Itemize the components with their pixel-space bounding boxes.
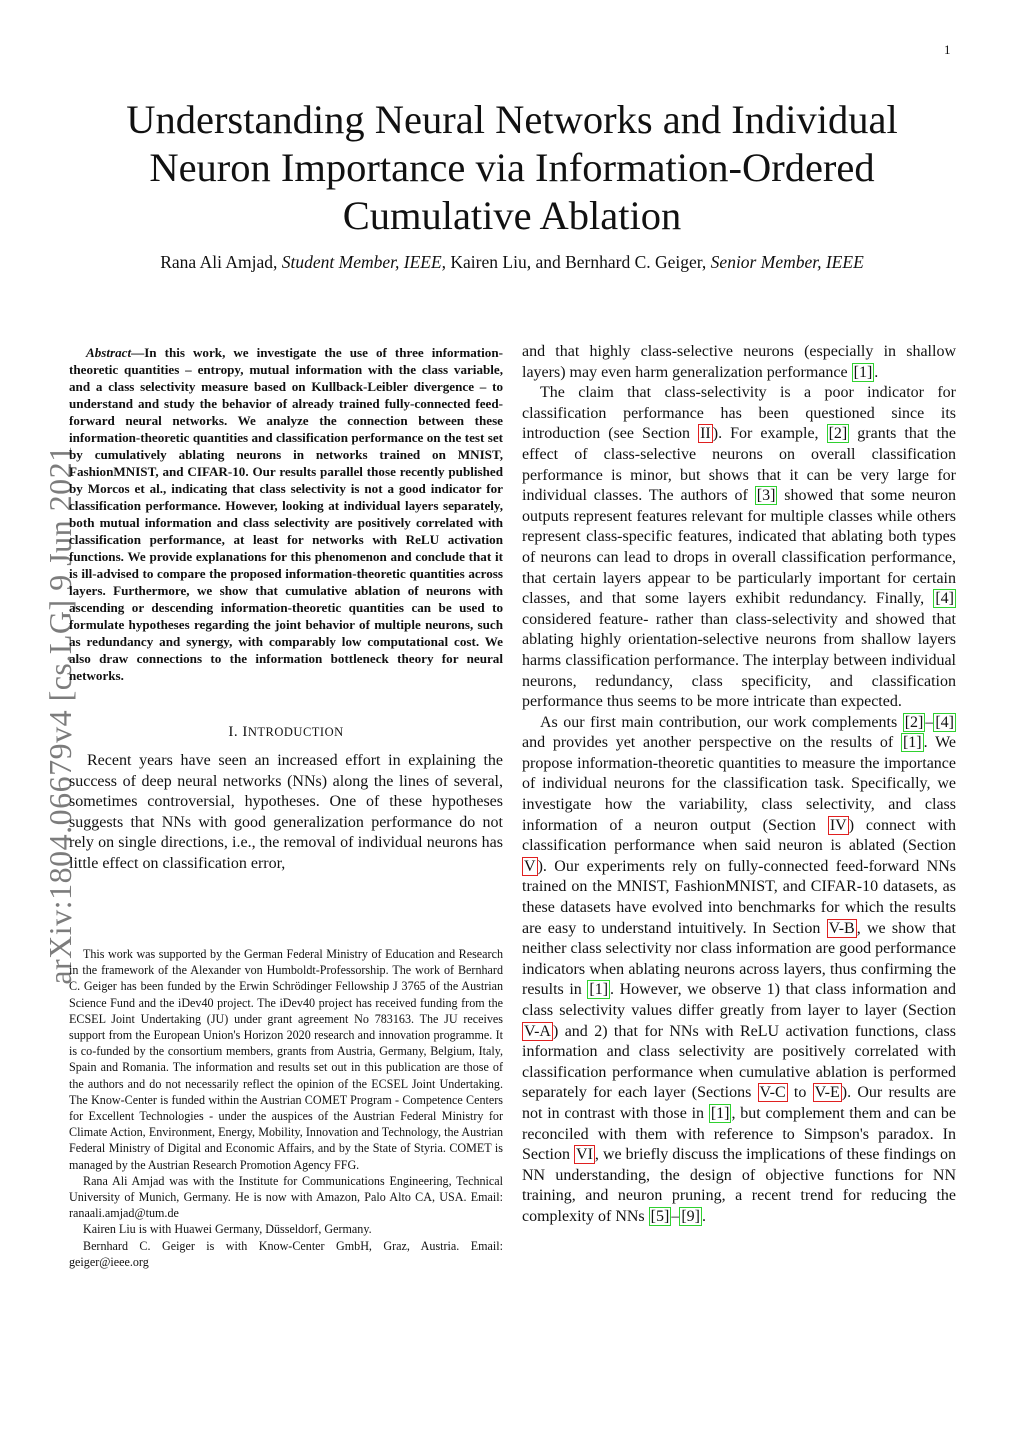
- section-link[interactable]: V-E: [814, 1084, 840, 1102]
- footnote-funding: This work was supported by the German Federal Ministry of Education and Research in the framework of the Alexander von Humboldt-Professorship. The work of Bernhard C. Geiger has been funded by the Erwin Schrödinger Fellowship J 3765 of the Austrian Science Fund and the iDev40 project. The iDev40 project has received funding from the ECSEL Joint Undertaking (JU) under grant agreement No 783163. The JU receives support from the European Union's Horizon 2020 research and innovation programme. It is co-funded by the consortium members, grants from Austria, Germany, Belgium, Italy, Spain and Romania. The information and results set out in this publication are those of the authors and do not necessarily reflect the opinion of the ECSEL Joint Undertaking. The Know-Center is funded within the Austrian COMET Program - Competence Centers for Excellent Technologies - under the auspices of the Austrian Federal Ministry for Climate Action, Environment, Energy, Mobility, Innovation and Technology, the Austrian Federal Ministry of Digital and Economic Affairs, and by the State of Styria. COMET is managed by the Austrian Research Promotion Agency FFG.: [69, 947, 503, 1172]
- footnote-author-3: Bernhard C. Geiger is with Know-Center GmbH, Graz, Austria. Email: geiger@ieee.org: [69, 1238, 503, 1269]
- section-link[interactable]: V-A: [524, 1022, 551, 1040]
- section-link[interactable]: V-C: [759, 1084, 786, 1102]
- author-list: [70, 252, 954, 273]
- author-2-3: Kairen Liu, and Bernhard C. Geiger,: [446, 252, 711, 272]
- citation-link[interactable]: [1]: [589, 981, 609, 999]
- citation-link[interactable]: [9]: [681, 1207, 700, 1225]
- footnote-author-1: Rana Ali Amjad was with the Institute for Communications Engineering, Technical University of Munich, Germany. He is now with Amazon, Palo Alto CA, USA. Email: ranaali.amjad@tum.de: [69, 1173, 503, 1221]
- citation-link[interactable]: [3]: [756, 487, 776, 505]
- section-link[interactable]: VI: [576, 1146, 593, 1164]
- abstract-text: —In this work, we investigate the use of three information-theoretic quantities – entropy, mutual information with the class variable, and a class selectivity measure based on Kullback-Leibler divergence – to understand and study the behavior of already trained fully-connected feed-forward neural networks. We analyze the connection between these information-theoretic quantities and classification performance on the test set by cumulatively ablating neurons in networks trained on MNIST, FashionMNIST, and CIFAR-10. Our results parallel those recently published by Morcos et al., indicating that class selectivity is not a good indicator for classification performance. However, looking at individual layers separately, both mutual information and class selectivity are positively correlated with classification performance, at least for networks with ReLU activation functions. We provide explanations for this phenomenon and conclude that it is ill-advised to compare the proposed information-theoretic quantities across layers. Furthermore, we show that cumulative ablation of neurons with ascending or descending information-theoretic quantities can be used to formulate hypotheses regarding the joint behavior of multiple neurons, such as redundancy and synergy, with comparably low computational cost. We also draw connections to the information bottleneck theory for neural networks.: [69, 345, 503, 683]
- author-1: Rana Ali Amjad,: [160, 252, 282, 272]
- section-link[interactable]: IV: [829, 816, 847, 834]
- citation-link[interactable]: [1]: [902, 734, 922, 752]
- citation-link[interactable]: [1]: [853, 363, 873, 381]
- right-paragraph-2: The claim that class-selectivity is a poor indicator for classification performance has been questioned since its introduction (see Section II ). For example, [2] grants that the effect of class-selective neurons on overall classification performance is minor, but shows that it can be very large for individual classes. The authors of [3] showed that some neuron outputs represent features relevant for multiple classes while others represent class-specific features, indicated that ablating both types of neurons can lead to drops in overall classification performance, that certain layers appear to be particularly important for certain classes, and that some layers exhibit redundancy. Finally, [4] considered feature- rather than class-selectivity and showed that ablating highly orientation-selective neurons from shallow layers harms classification performance. The interplay between individual neurons, redundancy, class specificity, and classification performance thus seems to be more intricate than expected.: [522, 384, 957, 711]
- section-link[interactable]: V-B: [828, 919, 855, 937]
- right-paragraph-1: and that highly class-selective neurons (especially in shallow layers) may even harm generalization performance [1] .: [522, 343, 956, 381]
- abstract: [69, 344, 503, 684]
- citation-link[interactable]: [2]: [904, 713, 924, 731]
- footnotes: [69, 946, 503, 1270]
- footnote-author-2: Kairen Liu is with Huawei Germany, Düsseldorf, Germany.: [83, 1222, 372, 1237]
- intro-paragraph-1: Recent years have seen an increased effort in explaining the success of deep neural networks (NNs) along the lines of several, sometimes controversial, hypotheses. One of these hypotheses suggests that NNs with good generalization performance do not rely on single directions, i.e., the removal of individual neurons has little effect on classification error,: [69, 752, 503, 872]
- section-link[interactable]: V: [524, 857, 536, 875]
- arxiv-identifier: arXiv:1804.06679v4 [cs.LG] 9 Jun 2021: [42, 445, 78, 985]
- section-heading-introduction: I. INTRODUCTION: [228, 724, 344, 740]
- right-column: [522, 342, 956, 1228]
- citation-link[interactable]: [1]: [710, 1104, 730, 1122]
- author-1-role: Student Member, IEEE,: [281, 252, 447, 272]
- author-3-role: Senior Member, IEEE: [710, 252, 864, 272]
- left-column: [69, 344, 503, 875]
- paper-title: Understanding Neural Networks and Individual Neuron Importance via Information-Ordered Cumulative Ablation: [126, 97, 898, 238]
- abstract-label: Abstract: [86, 345, 132, 360]
- citation-link[interactable]: [2]: [828, 425, 848, 443]
- citation-link[interactable]: [5]: [650, 1207, 670, 1225]
- section-link[interactable]: II: [700, 425, 711, 443]
- citation-link[interactable]: [4]: [935, 713, 954, 731]
- page-number: 1: [944, 42, 951, 57]
- citation-link[interactable]: [4]: [935, 590, 954, 608]
- right-paragraph-3: As our first main contribution, our work complements [2] – [4] and provides yet another perspective on the results of [1] . We propose information-theoretic quantities to measure the importance of individual neurons for the classification task. Specifically, we investigate how the variability, class selectivity, and class information of a neuron output (Section IV ) connect with classification performance when said neuron is ablated (Section V ). Our experiments rely on fully-connected feed-forward NNs trained on the MNIST, FashionMNIST, and CIFAR-10 datasets, as these datasets have evolved into benchmarks for which the results are easy to understand intuitively. In Section V-B , we show that neither class selectivity nor class information are good performance indicators when ablating neurons across layers, thus confirming the results in [1] . However, we observe 1) that class information and class selectivity values differ greatly from layer to layer (Section V-A ) and 2) that for NNs with ReLU activation functions, class information and class selectivity are positively correlated with classification performance when cumulative ablation is performed separately for each layer (Sections V-C to V-E ). Our results are not in contrast with those in [1] , but complement them and can be reconciled with them with reference to Simpson's paradox. In Section VI , we briefly discuss the implications of these findings on NN understanding, the design of objective functions for NN training, and neuron pruning, a recent trend for reducing the complexity of NNs [5] – [9] .: [522, 713, 957, 1225]
